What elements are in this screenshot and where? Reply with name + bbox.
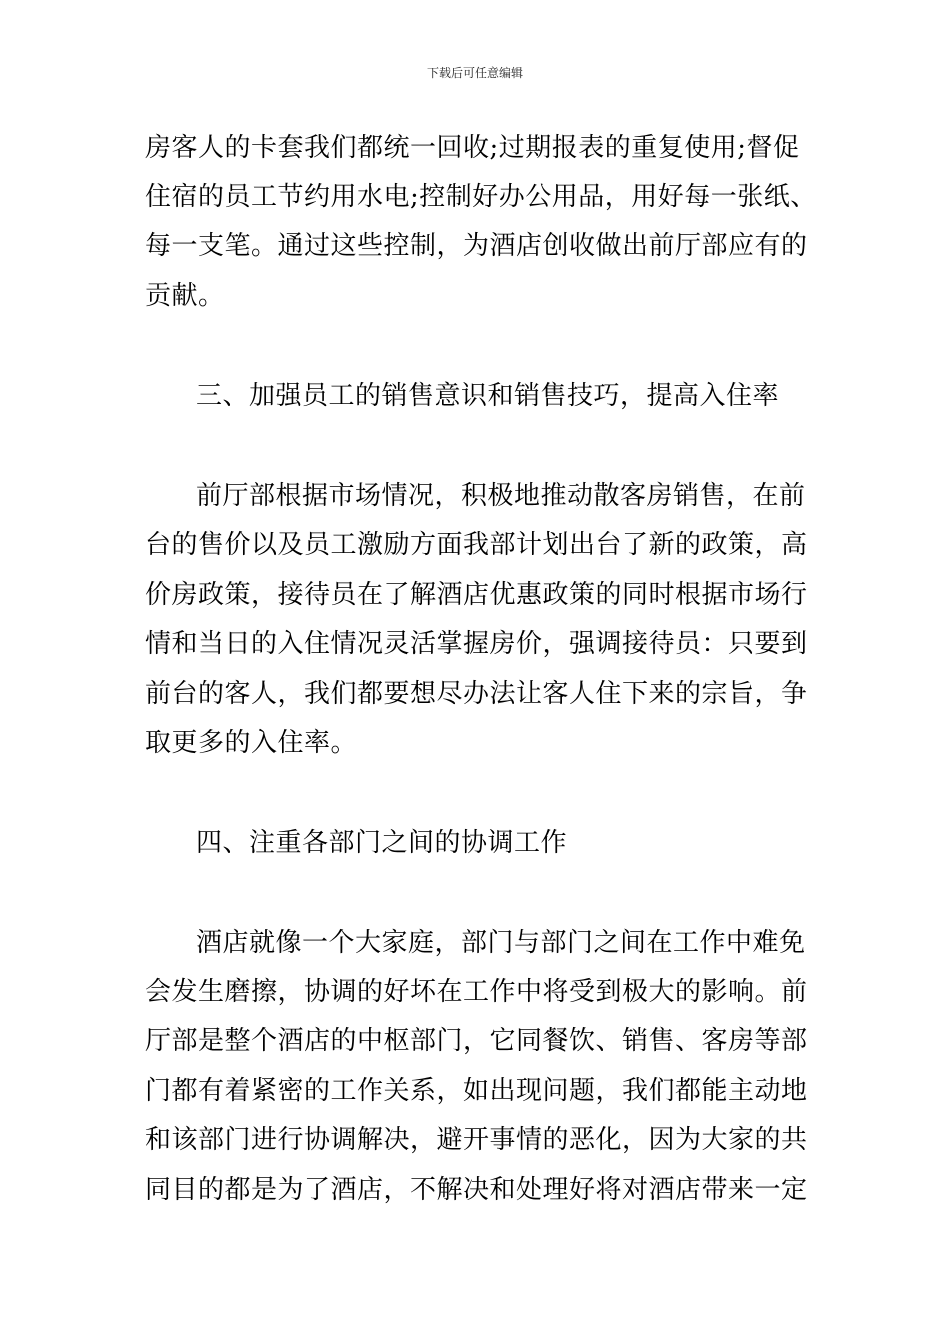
body-line: 房客人的卡套我们都统一回收;过期报表的重复使用;督促 — [145, 133, 800, 163]
body-line: 住宿的员工节约用水电;控制好办公用品，用好每一张纸、 — [145, 182, 817, 212]
body-line: 每一支笔。通过这些控制，为酒店创收做出前厅部应有的 — [145, 231, 808, 261]
body-line: 厅部是整个酒店的中枢部门，它同餐饮、销售、客房等部 — [145, 1026, 808, 1056]
body-line: 前厅部根据市场情况，积极地推动散客房销售，在前 — [196, 481, 806, 511]
body-line: 门都有着紧密的工作关系，如出现问题，我们都能主动地 — [145, 1076, 808, 1106]
body-line: 和该部门进行协调解决，避开事情的恶化，因为大家的共 — [145, 1125, 808, 1155]
body-line: 贡献。 — [145, 281, 225, 311]
body-line: 会发生磨擦，协调的好坏在工作中将受到极大的影响。前 — [145, 977, 808, 1007]
body-line: 价房政策，接待员在了解酒店优惠政策的同时根据市场行 — [145, 580, 808, 610]
body-line: 前台的客人，我们都要想尽办法让客人住下来的宗旨，争 — [145, 679, 808, 709]
body-line: 酒店就像一个大家庭，部门与部门之间在工作中难免 — [196, 928, 806, 958]
body-line: 取更多的入住率。 — [145, 728, 358, 758]
page-header: 下载后可任意编辑 — [426, 66, 523, 80]
section-heading: 三、加强员工的销售意识和销售技巧，提高入住率 — [196, 381, 780, 411]
body-line: 台的售价以及员工激励方面我部计划出台了新的政策，高 — [145, 530, 808, 560]
body-line: 同目的都是为了酒店，不解决和处理好将对酒店带来一定 — [145, 1175, 808, 1205]
section-heading: 四、注重各部门之间的协调工作 — [196, 828, 568, 858]
body-line: 情和当日的入住情况灵活掌握房价，强调接待员：只要到 — [145, 629, 808, 659]
